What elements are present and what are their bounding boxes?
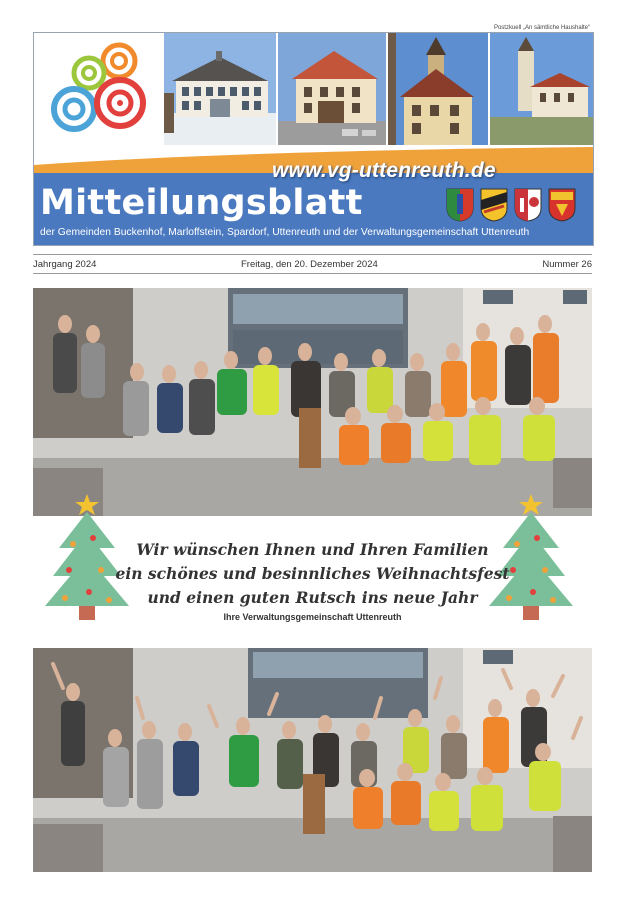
issue-volume: Jahrgang 2024 [33, 259, 97, 270]
issue-bar [33, 254, 592, 274]
logo [34, 33, 164, 143]
crest-marloffstein-icon [480, 188, 508, 222]
website-url[interactable]: www.vg-uttenreuth.de [272, 159, 496, 182]
postal-note: Postzkuell „An sämtliche Haushalte“ [493, 25, 590, 31]
crest-uttenreuth-icon [548, 188, 576, 222]
issue-date: Freitag, den 20. Dezember 2024 [241, 259, 378, 270]
publication-title: Mitteilungsblatt [40, 183, 363, 223]
greeting-signature: Ihre Verwaltungsgemeinschaft Uttenreuth [223, 612, 402, 622]
photo-town-hall [164, 33, 276, 145]
christmas-greeting [33, 516, 592, 648]
greeting-line-2: ein schönes und besinnliches Weihnachtsfest [115, 564, 510, 583]
issue-number: Nummer 26 [542, 259, 592, 270]
group-photo-bottom [33, 648, 592, 872]
greeting-line-1: Wir wünschen Ihnen und Ihren Familien [136, 540, 489, 559]
crest-buckenhof-icon [446, 188, 474, 222]
masthead [33, 32, 594, 246]
photo-church [490, 33, 593, 145]
group-photo-top [33, 288, 592, 516]
greeting-line-3: und einen guten Rutsch ins neue Jahr [147, 588, 478, 607]
publication-subtitle: der Gemeinden Buckenhof, Marloffstein, Spardorf, Uttenreuth und der Verwaltungsgemeinschaft Uttenreuth [40, 227, 530, 238]
photo-timbered-house [278, 33, 386, 145]
photo-chapel [388, 33, 488, 145]
crest-spardorf-icon [514, 188, 542, 222]
